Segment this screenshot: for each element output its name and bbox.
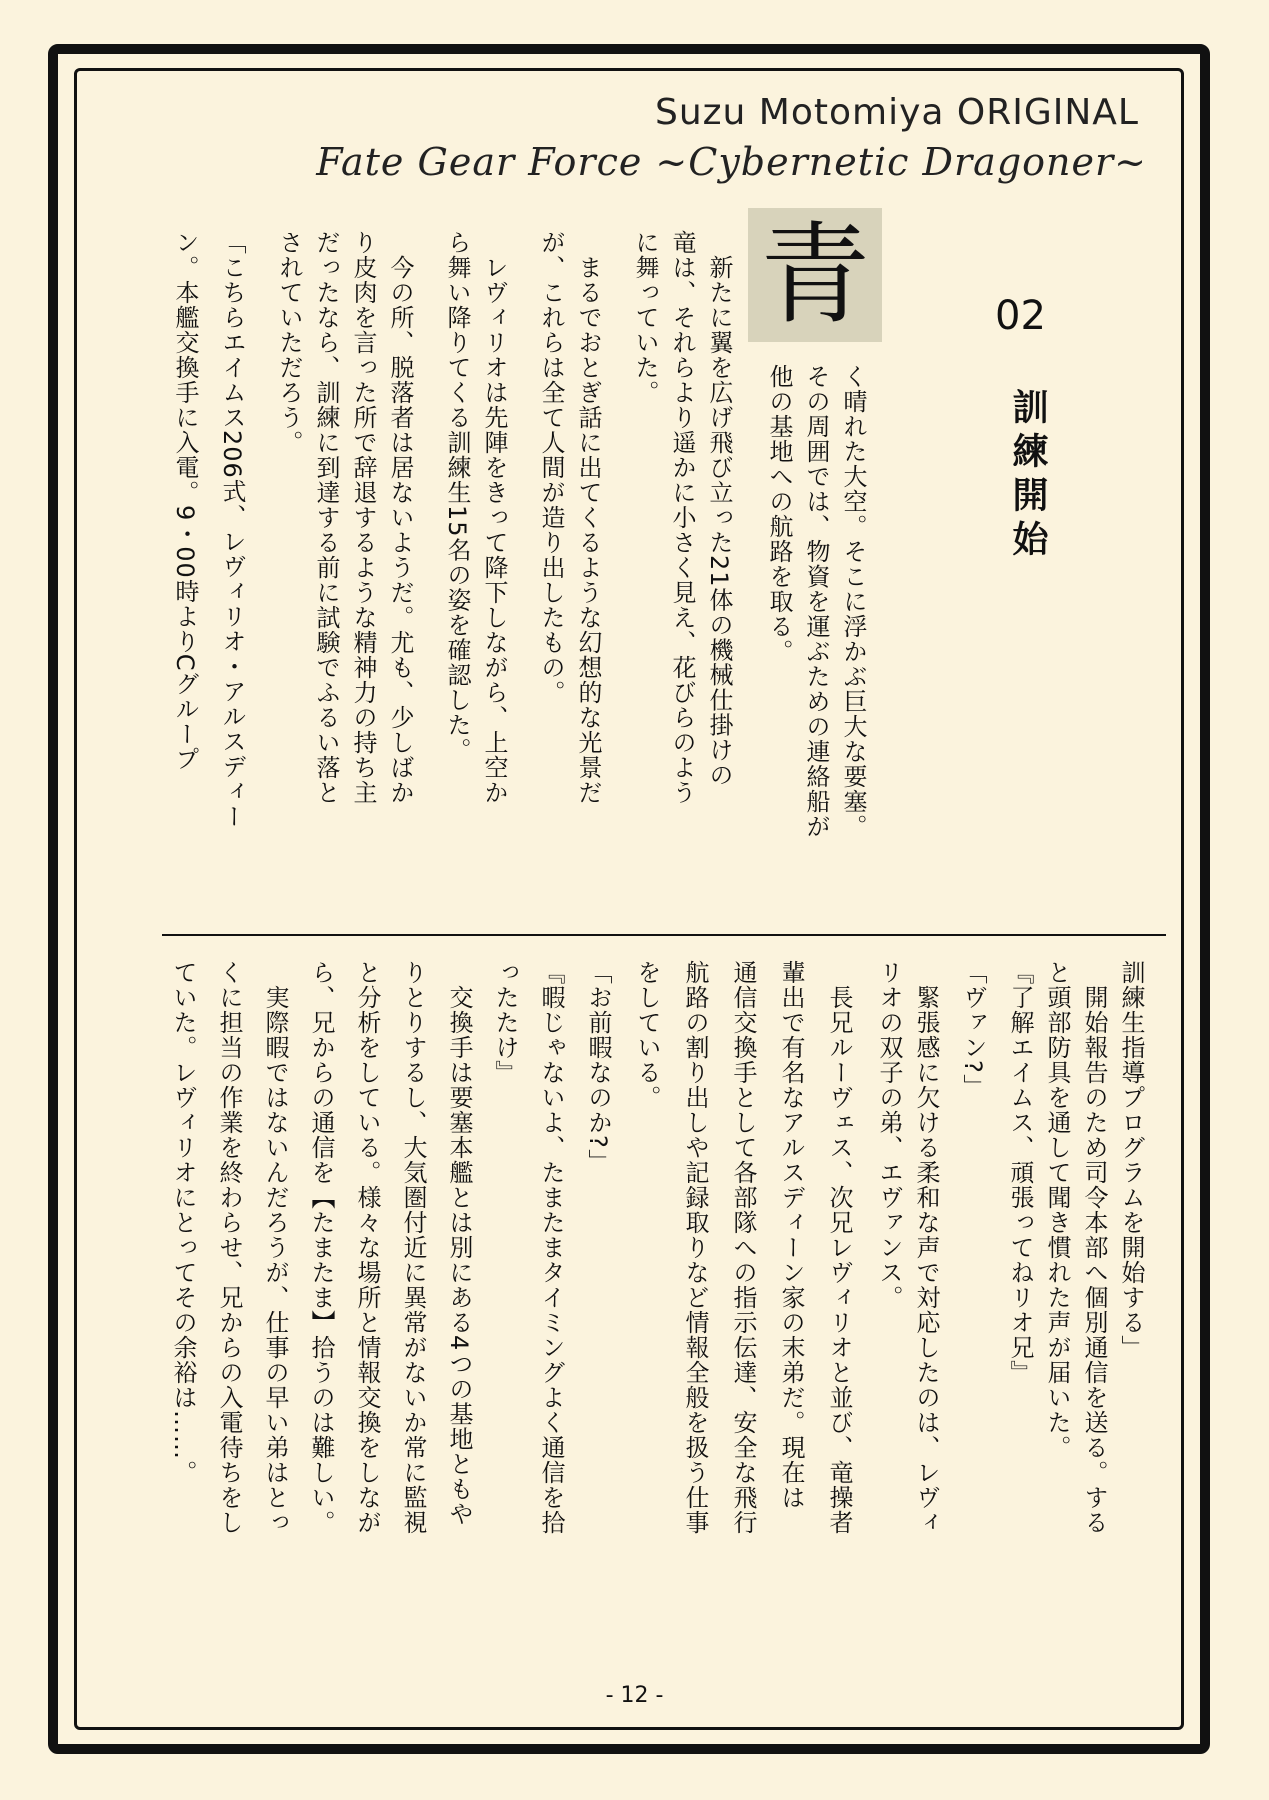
chapter-number: 02 bbox=[995, 293, 1046, 339]
chapter-title: 訓練開始 bbox=[1007, 388, 1048, 564]
text-column: 訓練生指導プログラムを開始する」 bbox=[1117, 960, 1145, 1360]
text-column: ら舞い降りてくる訓練生15名の姿を確認した。 bbox=[443, 230, 471, 763]
text-column: ら、兄からの通信を【たまたま】拾うのは難しい。 bbox=[307, 960, 335, 1535]
text-column: 開始報告のため司令本部へ個別通信を送る。する bbox=[1080, 960, 1108, 1535]
text-column: に舞っていた。 bbox=[631, 230, 659, 405]
text-column: 輩出で有名なアルスディーン家の末弟だ。現在は bbox=[777, 960, 805, 1510]
text-column: 新たに翼を広げ飛び立った21体の機械仕掛けの bbox=[705, 230, 733, 788]
text-column: 他の基地への航路を取る。 bbox=[765, 364, 793, 664]
text-column: されていただろう。 bbox=[275, 230, 303, 455]
text-column: 『了解エイムス、頑張ってねリオ兄』 bbox=[1006, 960, 1034, 1385]
page-number: - 12 - bbox=[605, 1683, 664, 1708]
text-column: ン。本艦交換手に入電。9・00時よりCグループ bbox=[171, 230, 199, 772]
text-column: 通信交換手として各部隊への指示伝達、安全な飛行 bbox=[729, 960, 757, 1535]
text-column: 『暇じゃないよ、たまたまタイミングよく通信を拾 bbox=[537, 960, 565, 1535]
text-column: まるでおとぎ話に出てくるような幻想的な光景だ bbox=[574, 230, 602, 805]
text-column: レヴィリオは先陣をきって降下しながら、上空か bbox=[480, 230, 508, 805]
text-column: と分析をしている。様々な場所と情報交換をしなが bbox=[353, 960, 381, 1535]
text-column: 「ヴァン?」 bbox=[959, 960, 987, 1099]
text-column: 交換手は要塞本艦とは別にある4つの基地ともや bbox=[445, 960, 473, 1527]
text-column: り皮肉を言った所で辞退するような精神力の持ち主 bbox=[349, 230, 377, 805]
text-column: ていた。レヴィリオにとってその余裕は……。 bbox=[169, 960, 197, 1485]
text-column: りとりするし、大気圏付近に異常がないか常に監視 bbox=[399, 960, 427, 1535]
text-column: だったなら、訓練に到達する前に試験でふるい落と bbox=[312, 230, 340, 805]
text-column: 今の所、脱落者は居ないようだ。尤も、少しばか bbox=[386, 230, 414, 805]
text-column: く晴れた大空。そこに浮かぶ巨大な要塞。 bbox=[839, 364, 867, 839]
text-column: ったたけ』 bbox=[491, 960, 519, 1085]
text-column: 「お前暇なのか?」 bbox=[584, 960, 612, 1174]
text-column: 実際暇ではないんだろうが、仕事の早い弟はとっ bbox=[261, 960, 289, 1535]
text-column: 緊張感に欠ける柔和な声で対応したのは、レヴィ bbox=[912, 960, 940, 1535]
text-column: 竜は、それらより遥かに小さく見え、花びらのよう bbox=[668, 230, 696, 805]
section-divider bbox=[162, 934, 1166, 936]
series-title: Fate Gear Force ~Cybernetic Dragoner~ bbox=[316, 140, 1147, 184]
text-column: と頭部防具を通して聞き慣れた声が届いた。 bbox=[1043, 960, 1071, 1460]
text-column: をしている。 bbox=[633, 960, 661, 1110]
text-column: が、これらは全て人間が造り出したもの。 bbox=[537, 230, 565, 705]
drop-cap: 青 bbox=[748, 208, 882, 342]
text-column: 長兄ルーヴェス、次兄レヴィリオと並び、竜操者 bbox=[825, 960, 853, 1535]
text-column: くに担当の作業を終わらせ、兄からの入電待ちをし bbox=[215, 960, 243, 1535]
text-column: 「こちらエイムス206式、レヴィリオ・アルスディー bbox=[218, 230, 246, 829]
text-column: リオの双子の弟、エヴァンス。 bbox=[875, 960, 903, 1310]
text-column: 航路の割り出しや記録取りなど情報全般を扱う仕事 bbox=[681, 960, 709, 1535]
author-line: Suzu Motomiya ORIGINAL bbox=[654, 92, 1139, 133]
text-column: その周囲では、物資を運ぶための連絡船が bbox=[802, 364, 830, 839]
